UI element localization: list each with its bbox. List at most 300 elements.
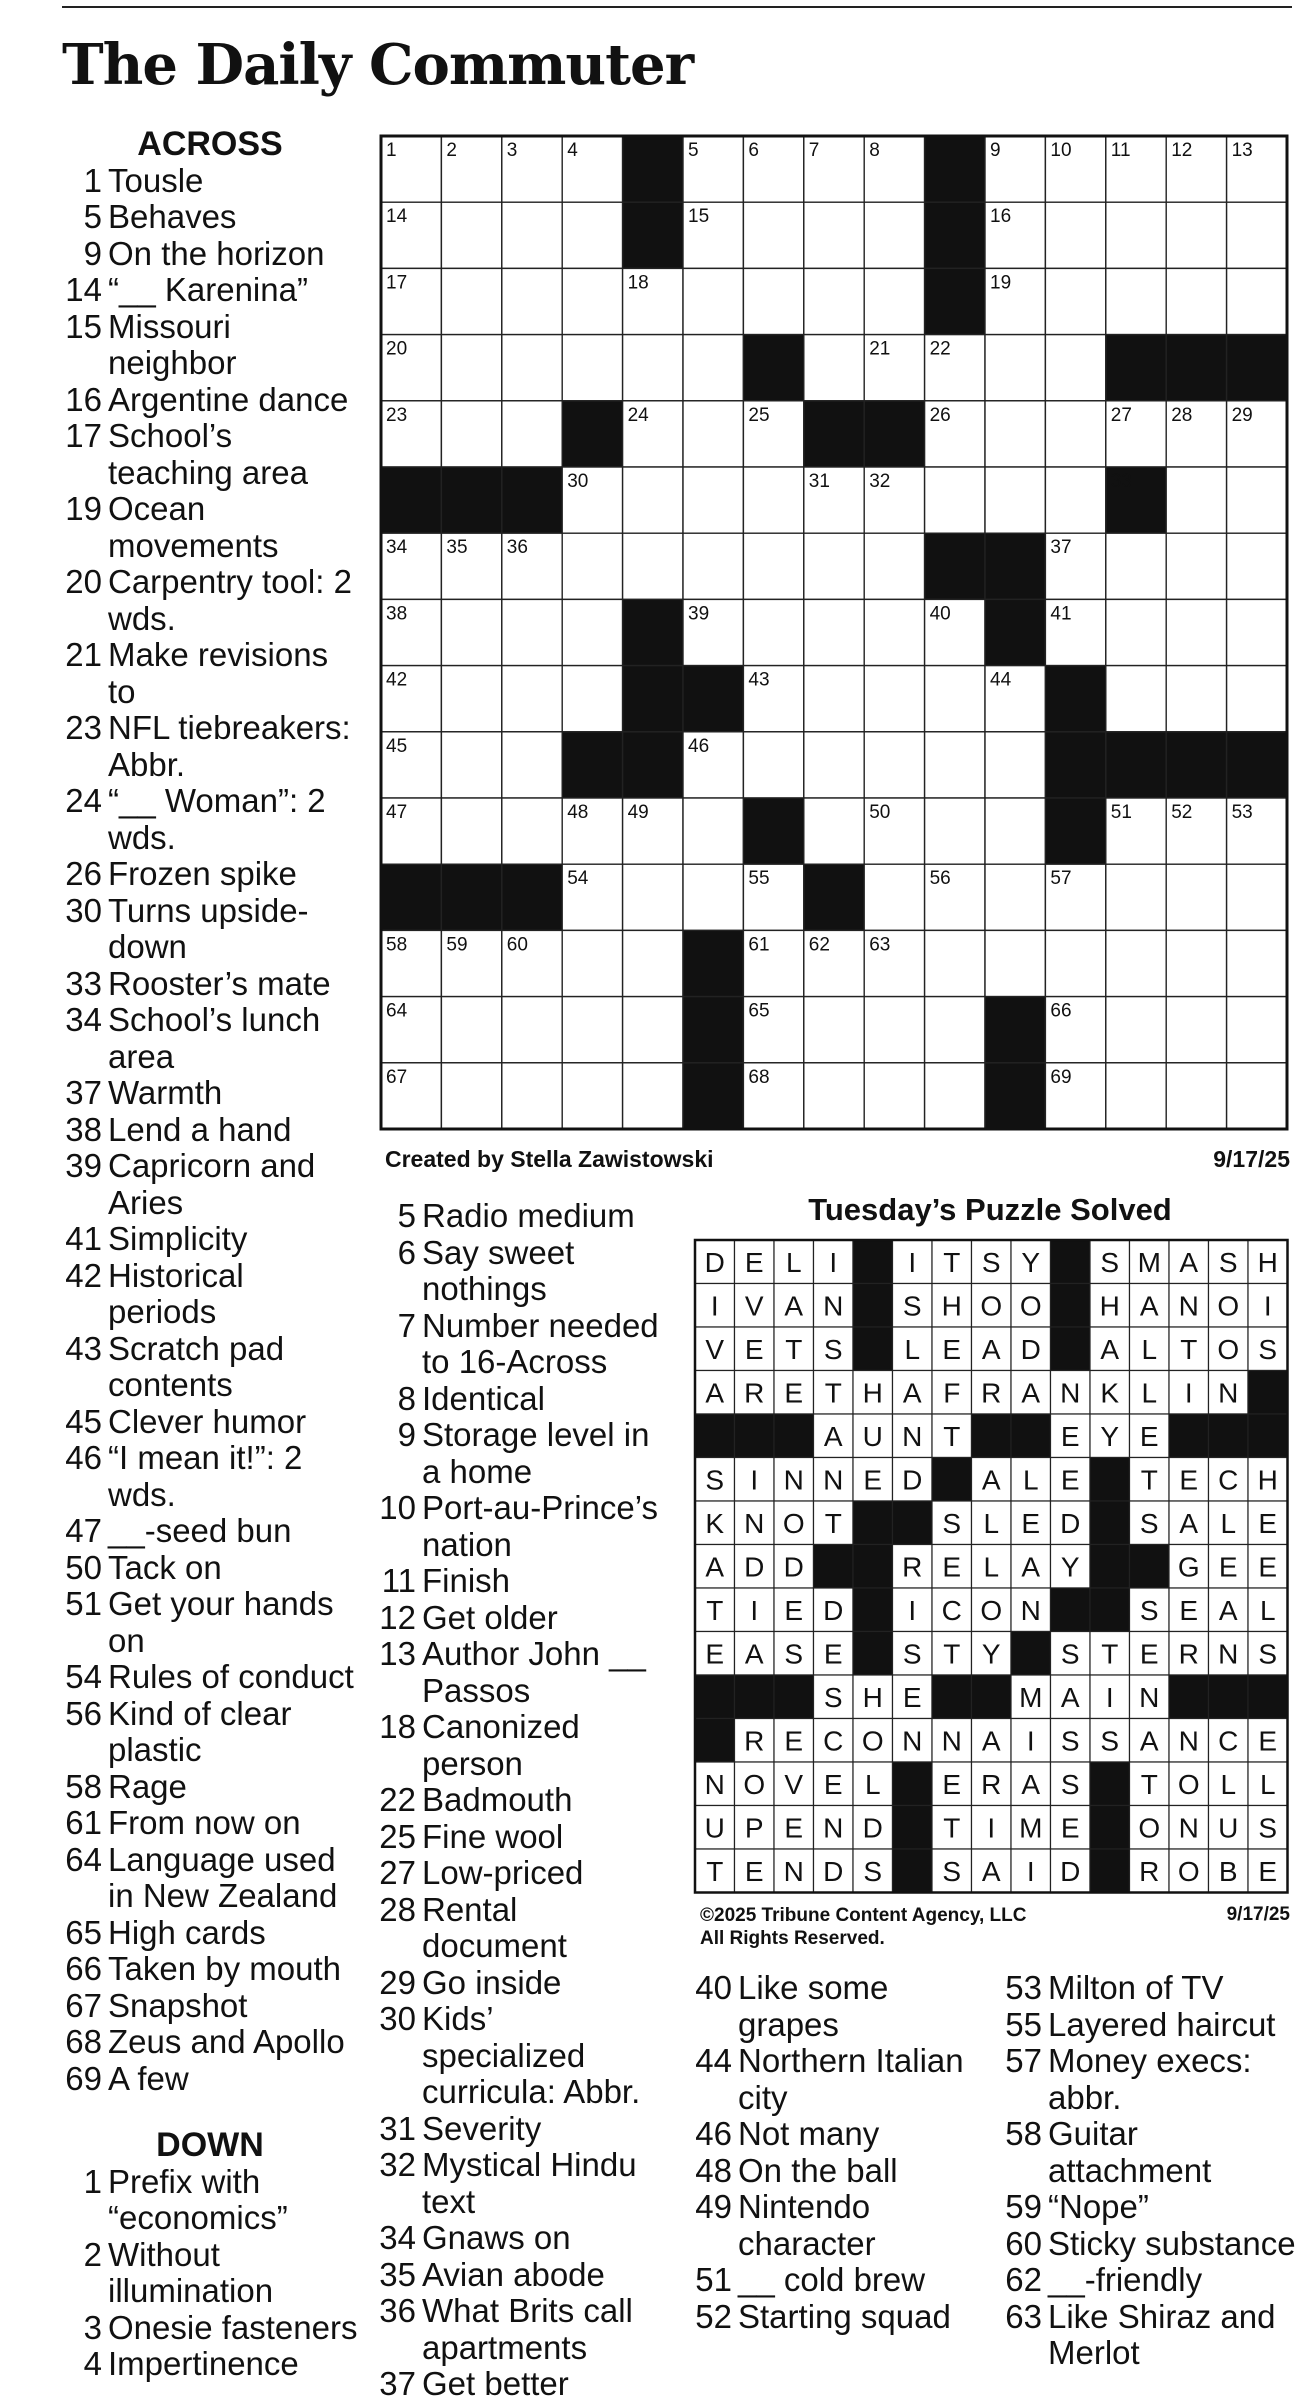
clue-text: Low-priced (422, 1854, 584, 1891)
grid-cell[interactable] (864, 732, 924, 798)
solution-letter: E (902, 1681, 922, 1713)
grid-cell[interactable] (925, 467, 985, 533)
black-square (623, 202, 683, 268)
solution-letter: E (1258, 1855, 1278, 1887)
solution-letter: E (1218, 1551, 1238, 1583)
across-clue-21 (60, 637, 360, 710)
grid-cell[interactable] (1166, 268, 1226, 334)
grid-cell[interactable] (743, 599, 803, 665)
grid-cell[interactable] (1227, 202, 1287, 268)
grid-cell[interactable] (502, 732, 562, 798)
grid-cell[interactable] (683, 467, 743, 533)
grid-cell[interactable] (925, 798, 985, 864)
solution-letter: N (902, 1725, 923, 1757)
grid-cell[interactable] (1227, 467, 1287, 533)
across-clue-23 (60, 710, 360, 783)
black-square (441, 864, 501, 930)
grid-cell[interactable] (985, 798, 1045, 864)
grid-cell[interactable] (1045, 202, 1105, 268)
solution-black-square (1090, 1501, 1130, 1545)
down-clue-22 (372, 1782, 662, 1819)
grid-cell[interactable] (502, 268, 562, 334)
grid-cell[interactable] (441, 202, 501, 268)
grid-cell[interactable] (1227, 864, 1287, 930)
grid-cell[interactable] (925, 732, 985, 798)
solution-letter: E (1179, 1594, 1199, 1626)
grid-cell[interactable] (562, 599, 622, 665)
solution-letter: B (1218, 1855, 1238, 1887)
solution-letter: C (1218, 1725, 1239, 1757)
clue-number: 17 (65, 417, 102, 454)
grid-cell[interactable] (441, 997, 501, 1063)
across-clue-16 (60, 382, 360, 419)
top-rule (62, 6, 1292, 8)
solution-letter: A (1021, 1768, 1041, 1800)
grid-cell[interactable] (1106, 930, 1166, 996)
cell-number: 24 (627, 404, 649, 426)
across-clue-65 (60, 1915, 360, 1952)
grid-cell[interactable] (1106, 599, 1166, 665)
grid-cell[interactable] (1227, 268, 1287, 334)
solution-letter: T (1101, 1638, 1119, 1670)
clue-number: 4 (83, 2345, 102, 2382)
clue-number: 68 (65, 2023, 102, 2060)
clue-text: Argentine dance (108, 380, 349, 418)
black-square (925, 136, 985, 202)
grid-cell[interactable] (441, 666, 501, 732)
grid-cell[interactable] (1166, 997, 1226, 1063)
solution-letter: O (782, 1507, 805, 1539)
clue-text: Severity (422, 2109, 542, 2147)
grid-cell[interactable] (743, 467, 803, 533)
solution-letter: D (783, 1551, 804, 1583)
solution-letter: E (705, 1638, 725, 1670)
across-clue-17 (60, 418, 360, 491)
grid-cell[interactable] (1045, 268, 1105, 334)
grid-cell[interactable] (562, 666, 622, 732)
grid-cell[interactable] (562, 533, 622, 599)
grid-cell[interactable] (623, 335, 683, 401)
grid-cell[interactable] (1227, 1063, 1287, 1129)
cell-number: 26 (929, 404, 951, 426)
solution-letter: A (981, 1725, 1001, 1757)
grid-cell[interactable] (743, 533, 803, 599)
grid-cell[interactable] (623, 997, 683, 1063)
down-clue-44 (688, 2043, 988, 2116)
grid-cell[interactable] (1227, 930, 1287, 996)
solution-letter: E (942, 1551, 962, 1583)
black-square (743, 335, 803, 401)
grid-cell[interactable] (683, 401, 743, 467)
grid-cell[interactable] (804, 533, 864, 599)
grid-cell[interactable] (683, 798, 743, 864)
clue-text: On the ball (738, 2151, 898, 2189)
grid-cell[interactable] (864, 666, 924, 732)
clue-text: Tack on (108, 1548, 222, 1586)
grid-cell[interactable] (804, 997, 864, 1063)
black-square (743, 798, 803, 864)
solution-letter: N (823, 1812, 844, 1844)
solution-letter: N (823, 1290, 844, 1322)
black-square (502, 864, 562, 930)
cell-number: 35 (446, 537, 468, 559)
grid-cell[interactable] (1045, 467, 1105, 533)
clue-text: On the horizon (108, 234, 325, 272)
grid-cell[interactable] (925, 997, 985, 1063)
clue-text: Milton of TV (1048, 1969, 1224, 2006)
solution-letter: O (1177, 1768, 1200, 1800)
cell-number: 5 (688, 140, 699, 161)
grid-cell[interactable] (441, 1063, 501, 1129)
grid-cell[interactable] (562, 202, 622, 268)
grid-cell[interactable] (502, 798, 562, 864)
across-clue-67 (60, 1988, 360, 2025)
grid-cell[interactable] (804, 268, 864, 334)
grid-cell[interactable] (1227, 666, 1287, 732)
black-square (1227, 732, 1287, 798)
black-square (1045, 798, 1105, 864)
solution-letter: L (1022, 1464, 1039, 1496)
solution-letter: U (862, 1420, 883, 1452)
page-title: The Daily Commuter (62, 32, 694, 98)
solution-letter: E (1021, 1507, 1041, 1539)
cell-number: 15 (688, 206, 710, 228)
grid-cell[interactable] (743, 202, 803, 268)
grid-cell[interactable] (743, 732, 803, 798)
solution-letter: L (1259, 1594, 1276, 1626)
cell-number: 68 (748, 1066, 770, 1088)
solution-letter: D (862, 1812, 883, 1844)
solution-letter: E (784, 1594, 804, 1626)
clue-text: Onesie fasteners (108, 2308, 358, 2346)
grid-cell[interactable] (683, 335, 743, 401)
clue-number: 13 (379, 1635, 416, 1672)
grid-cell[interactable] (1227, 533, 1287, 599)
solution-letter: O (743, 1768, 766, 1800)
clue-number: 14 (65, 271, 102, 308)
solution-black-square (853, 1327, 893, 1371)
grid-cell[interactable] (441, 401, 501, 467)
black-square (925, 268, 985, 334)
solution-black-square (1051, 1327, 1091, 1371)
grid-cell[interactable] (1045, 401, 1105, 467)
solution-black-square (853, 1588, 893, 1632)
solution-letter: A (784, 1290, 804, 1322)
grid-cell[interactable] (743, 268, 803, 334)
grid-cell[interactable] (864, 1063, 924, 1129)
down-clue-28 (372, 1892, 662, 1965)
cell-number: 46 (688, 735, 710, 757)
clue-text: Missouri neighbor (108, 307, 237, 381)
cell-number: 51 (1110, 802, 1132, 823)
solution-letter: U (704, 1812, 725, 1844)
solution-black-square (735, 1414, 775, 1458)
puzzle-credit: Created by Stella Zawistowski (385, 1146, 714, 1172)
solution-letter: U (1218, 1812, 1239, 1844)
grid-cell[interactable] (502, 202, 562, 268)
cell-number: 25 (748, 404, 770, 426)
clue-number: 33 (65, 964, 102, 1002)
across-clue-19 (60, 491, 360, 564)
clue-text: Historical periods (108, 1256, 244, 1330)
solution-black-square (893, 1501, 933, 1545)
grid-cell[interactable] (683, 533, 743, 599)
clue-column-1 (60, 126, 360, 2383)
cell-number: 58 (386, 934, 408, 956)
clue-number: 5 (83, 198, 102, 235)
clue-number: 37 (379, 2365, 416, 2402)
black-square (381, 467, 441, 533)
across-clue-61 (60, 1805, 360, 1842)
grid-cell[interactable] (1106, 864, 1166, 930)
grid-cell[interactable] (441, 798, 501, 864)
solution-letter: D (902, 1464, 923, 1496)
cell-number: 31 (808, 471, 830, 492)
solution-letter: L (1141, 1377, 1158, 1409)
cell-number: 56 (929, 868, 951, 890)
across-clue-37 (60, 1075, 360, 1112)
black-square (683, 997, 743, 1063)
cell-number: 66 (1050, 1000, 1072, 1022)
grid-cell[interactable] (1227, 599, 1287, 665)
down-clue-30 (372, 2001, 662, 2111)
solution-letter: S (981, 1246, 1001, 1278)
solution-letter: Y (1100, 1420, 1120, 1452)
down-clue-58 (998, 2116, 1298, 2189)
grid-cell[interactable] (864, 268, 924, 334)
solution-letter: S (1100, 1725, 1120, 1757)
solution-letter: O (980, 1594, 1003, 1626)
grid-cell[interactable] (985, 930, 1045, 996)
grid-cell[interactable] (1227, 997, 1287, 1063)
grid-cell[interactable] (623, 467, 683, 533)
grid-cell[interactable] (1166, 666, 1226, 732)
grid-cell[interactable] (562, 930, 622, 996)
solution-black-square (932, 1675, 972, 1719)
across-clue-14 (60, 272, 360, 309)
down-clue-36 (372, 2293, 662, 2366)
grid-cell[interactable] (502, 666, 562, 732)
clue-text: Badmouth (422, 1781, 573, 1818)
solution-black-square (1051, 1588, 1091, 1632)
grid-cell[interactable] (1166, 864, 1226, 930)
clue-text: Number needed to 16-Across (422, 1306, 659, 1380)
solution-letter: C (823, 1725, 844, 1757)
clue-text: Ocean movements (108, 490, 279, 564)
grid-cell[interactable] (441, 268, 501, 334)
grid-cell[interactable] (804, 732, 864, 798)
grid-cell[interactable] (864, 599, 924, 665)
grid-cell[interactable] (623, 930, 683, 996)
solution-letter: A (981, 1333, 1001, 1365)
cell-number: 17 (386, 272, 408, 294)
grid-cell[interactable] (804, 798, 864, 864)
grid-cell[interactable] (864, 202, 924, 268)
solution-letter: A (705, 1551, 725, 1583)
grid-cell[interactable] (683, 864, 743, 930)
grid-cell[interactable] (502, 401, 562, 467)
across-clue-68 (60, 2024, 360, 2061)
grid-cell[interactable] (985, 335, 1045, 401)
clue-number: 7 (397, 1306, 416, 1344)
grid-cell[interactable] (804, 335, 864, 401)
solution-letter: N (744, 1507, 765, 1539)
grid-cell[interactable] (1166, 599, 1226, 665)
cell-number: 2 (446, 140, 457, 161)
solution-letter: S (942, 1855, 962, 1887)
grid-cell[interactable] (925, 666, 985, 732)
grid-cell[interactable] (1106, 268, 1166, 334)
clue-number: 39 (65, 1147, 102, 1184)
grid-cell[interactable] (623, 533, 683, 599)
across-clue-5 (60, 199, 360, 236)
solution-letter: L (1220, 1768, 1237, 1800)
clue-number: 35 (379, 2255, 416, 2293)
clue-text: School’s lunch area (108, 1001, 321, 1075)
solution-black-square (1090, 1762, 1130, 1806)
grid-cell[interactable] (562, 268, 622, 334)
grid-cell[interactable] (502, 599, 562, 665)
cell-number: 21 (869, 338, 891, 360)
clue-text: Identical (422, 1379, 545, 1417)
grid-cell[interactable] (1166, 202, 1226, 268)
cell-number: 53 (1231, 802, 1253, 823)
grid-cell[interactable] (623, 864, 683, 930)
across-clue-64 (60, 1842, 360, 1915)
grid-cell[interactable] (864, 997, 924, 1063)
grid-cell[interactable] (1166, 930, 1226, 996)
grid-cell[interactable] (623, 1063, 683, 1129)
grid-cell[interactable] (441, 335, 501, 401)
solution-black-square (695, 1414, 735, 1458)
solution-letter: L (983, 1551, 1000, 1583)
solution-black-square (1169, 1675, 1209, 1719)
cell-number: 55 (748, 868, 770, 890)
black-square (562, 401, 622, 467)
clue-number: 24 (65, 782, 102, 819)
across-clue-30 (60, 893, 360, 966)
grid-cell[interactable] (925, 1063, 985, 1129)
solution-black-square (1011, 1414, 1051, 1458)
puzzle-date: 9/17/25 (1213, 1146, 1290, 1172)
clue-text: Mystical Hindu text (422, 2146, 637, 2220)
solution-black-square (695, 1675, 735, 1719)
grid-cell[interactable] (1045, 335, 1105, 401)
grid-cell[interactable] (985, 467, 1045, 533)
solution-letter: E (1060, 1812, 1080, 1844)
grid-cell[interactable] (804, 666, 864, 732)
solution-letter: S (1060, 1768, 1080, 1800)
solution-letter: H (1257, 1464, 1278, 1496)
black-square (864, 401, 924, 467)
grid-cell[interactable] (1045, 930, 1105, 996)
solution-letter: N (1020, 1594, 1041, 1626)
grid-cell[interactable] (441, 732, 501, 798)
cell-number: 63 (869, 934, 891, 956)
down-clue-55 (998, 2007, 1298, 2044)
grid-cell[interactable] (864, 533, 924, 599)
solution-black-square (1090, 1458, 1130, 1502)
grid-cell[interactable] (804, 1063, 864, 1129)
grid-cell[interactable] (562, 997, 622, 1063)
across-clue-33 (60, 966, 360, 1003)
clue-number: 59 (1005, 2188, 1042, 2225)
clue-number: 26 (65, 855, 102, 892)
solution-letter: A (981, 1855, 1001, 1887)
grid-cell[interactable] (1106, 997, 1166, 1063)
grid-cell[interactable] (985, 732, 1045, 798)
crossword-grid[interactable] (379, 134, 1291, 1134)
grid-cell[interactable] (502, 997, 562, 1063)
grid-cell[interactable] (925, 930, 985, 996)
grid-cell[interactable] (502, 335, 562, 401)
grid-cell[interactable] (864, 864, 924, 930)
clue-text: High cards (108, 1913, 266, 1951)
clue-text: Rules of conduct (108, 1658, 354, 1695)
cell-number: 59 (446, 934, 468, 956)
solution-letter: L (1259, 1768, 1276, 1800)
grid-cell[interactable] (502, 1063, 562, 1129)
solution-black-square (814, 1545, 854, 1589)
grid-cell[interactable] (562, 1063, 622, 1129)
clue-text: Not many (738, 2115, 880, 2152)
solution-letter: I (829, 1246, 838, 1278)
clue-text: Kind of clear plastic (108, 1694, 292, 1768)
grid-cell[interactable] (985, 401, 1045, 467)
grid-cell[interactable] (804, 599, 864, 665)
cell-number: 39 (688, 603, 710, 625)
grid-cell[interactable] (1166, 1063, 1226, 1129)
black-square (804, 864, 864, 930)
solution-black-square (972, 1675, 1012, 1719)
solution-letter: E (1139, 1420, 1159, 1452)
cell-number: 50 (869, 802, 891, 823)
copyright-line-2: All Rights Reserved. (700, 1928, 885, 1949)
clue-text: Tousle (108, 161, 204, 199)
grid-cell[interactable] (985, 864, 1045, 930)
down-clue-9 (372, 1417, 662, 1490)
solution-black-square (1248, 1675, 1288, 1719)
clue-text: Prefix with “economics” (108, 2162, 288, 2236)
clue-number: 1 (83, 161, 102, 199)
grid-cell[interactable] (1166, 467, 1226, 533)
grid-cell[interactable] (562, 335, 622, 401)
solution-letter: T (824, 1377, 842, 1409)
solution-letter: L (904, 1333, 921, 1365)
across-clue-45 (60, 1404, 360, 1441)
solution-letter: E (784, 1725, 804, 1757)
grid-cell[interactable] (1106, 533, 1166, 599)
grid-cell[interactable] (804, 202, 864, 268)
clue-number: 36 (379, 2292, 416, 2329)
down-clue-46 (688, 2116, 988, 2153)
across-clue-58 (60, 1769, 360, 1806)
grid-cell[interactable] (1106, 1063, 1166, 1129)
grid-cell[interactable] (441, 599, 501, 665)
solution-letter: E (744, 1246, 764, 1278)
grid-cell[interactable] (1106, 666, 1166, 732)
down-clue-4 (60, 2346, 360, 2383)
clue-number: 69 (65, 2059, 102, 2097)
grid-cell[interactable] (1166, 533, 1226, 599)
solution-letter: I (750, 1464, 759, 1496)
solution-letter: H (862, 1377, 883, 1409)
cell-number: 22 (929, 338, 951, 360)
clue-number: 49 (695, 2188, 732, 2225)
grid-cell[interactable] (683, 268, 743, 334)
across-clue-20 (60, 564, 360, 637)
grid-cell[interactable] (1106, 202, 1166, 268)
